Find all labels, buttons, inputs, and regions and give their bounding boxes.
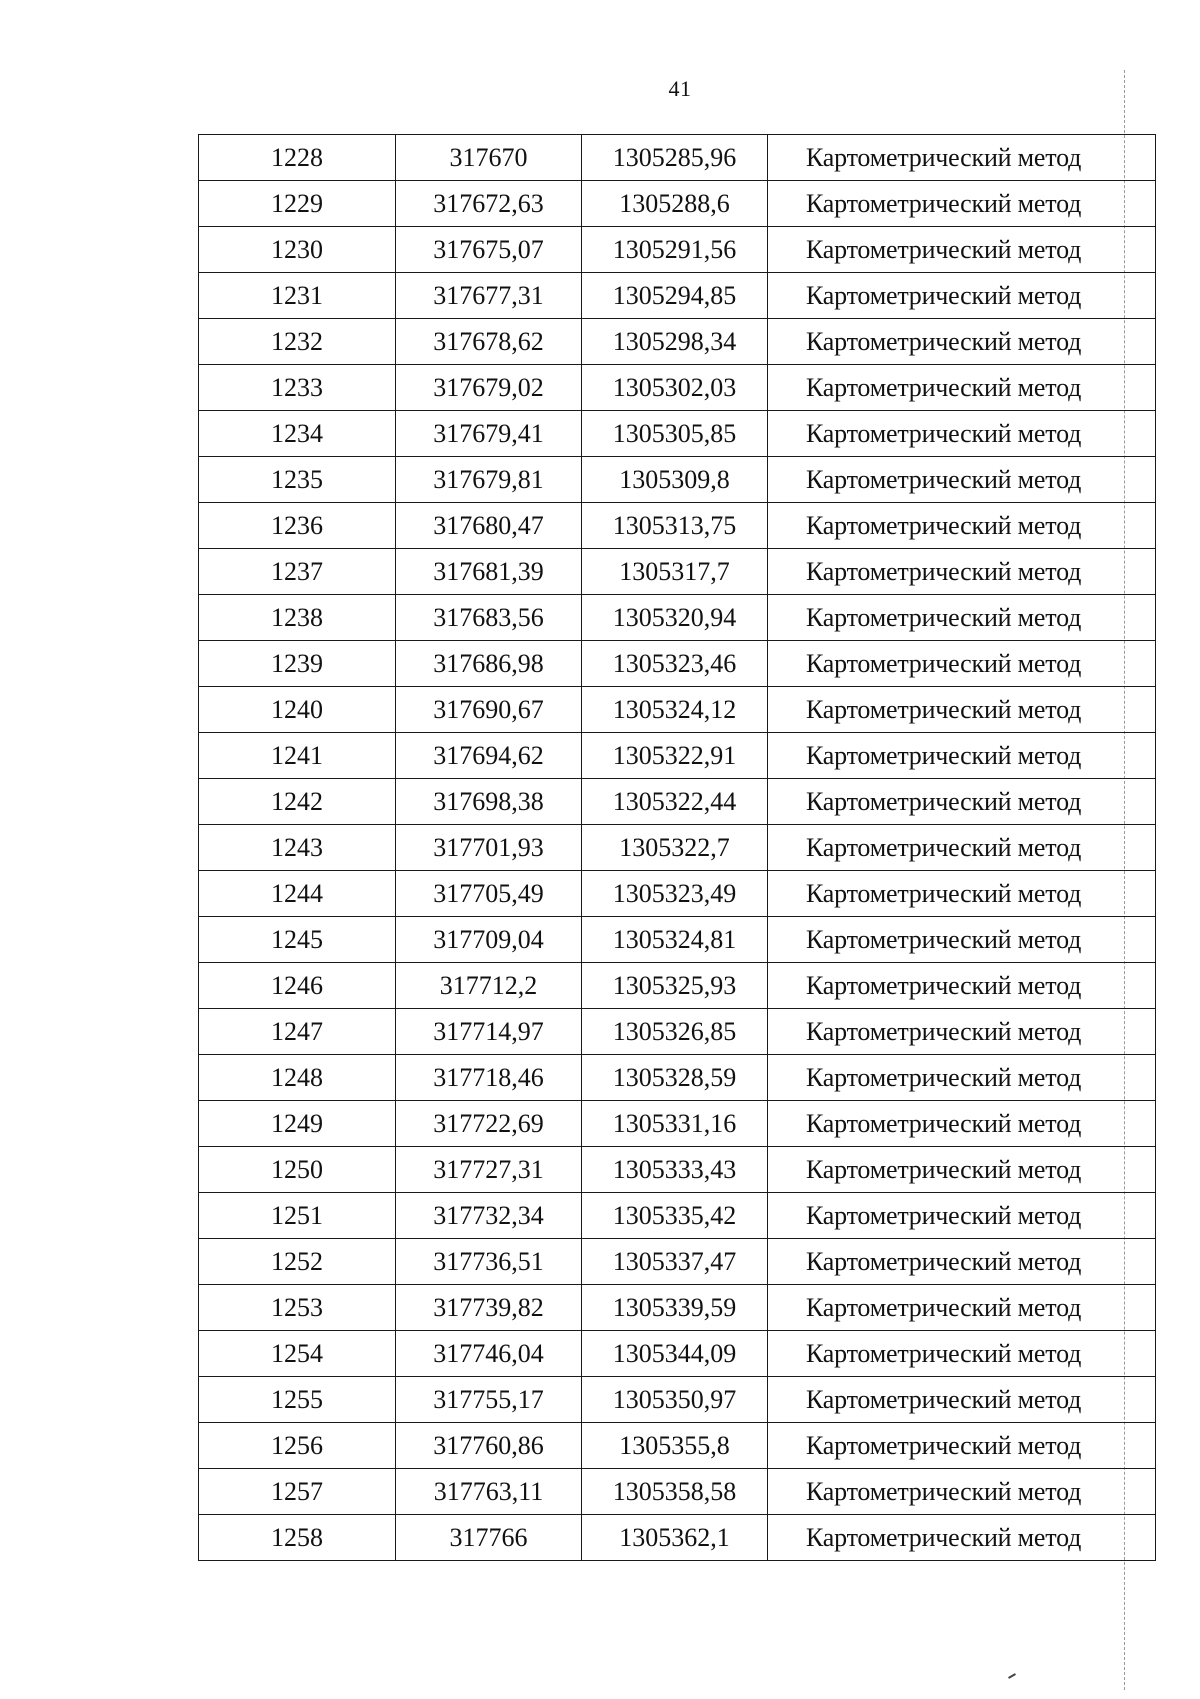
x-coordinate-cell: 317681,39: [396, 549, 582, 595]
table-row: [199, 871, 1156, 917]
method-cell: Картометрический метод: [768, 917, 1156, 963]
method-cell: Картометрический метод: [768, 825, 1156, 871]
x-coordinate-cell: 317679,41: [396, 411, 582, 457]
point-number-cell: 1254: [199, 1331, 396, 1377]
method-cell: Картометрический метод: [768, 871, 1156, 917]
y-coordinate-cell: 1305285,96: [582, 135, 768, 181]
y-coordinate-cell: 1305362,1: [582, 1515, 768, 1561]
method-cell: Картометрический метод: [768, 595, 1156, 641]
y-coordinate-cell: 1305305,85: [582, 411, 768, 457]
table-row: [199, 1331, 1156, 1377]
method-cell: Картометрический метод: [768, 963, 1156, 1009]
x-coordinate-cell: 317709,04: [396, 917, 582, 963]
x-coordinate-cell: 317727,31: [396, 1147, 582, 1193]
y-coordinate-cell: 1305333,43: [582, 1147, 768, 1193]
x-coordinate-cell: 317675,07: [396, 227, 582, 273]
x-coordinate-cell: 317677,31: [396, 273, 582, 319]
method-cell: Картометрический метод: [768, 135, 1156, 181]
table-row: [199, 1101, 1156, 1147]
point-number-cell: 1231: [199, 273, 396, 319]
method-cell: Картометрический метод: [768, 549, 1156, 595]
table-row: [199, 1055, 1156, 1101]
x-coordinate-cell: 317680,47: [396, 503, 582, 549]
y-coordinate-cell: 1305324,81: [582, 917, 768, 963]
table-row: [199, 181, 1156, 227]
x-coordinate-cell: 317718,46: [396, 1055, 582, 1101]
y-coordinate-cell: 1305339,59: [582, 1285, 768, 1331]
method-cell: Картометрический метод: [768, 1101, 1156, 1147]
y-coordinate-cell: 1305291,56: [582, 227, 768, 273]
point-number-cell: 1258: [199, 1515, 396, 1561]
method-cell: Картометрический метод: [768, 319, 1156, 365]
table-row: [199, 1285, 1156, 1331]
point-number-cell: 1239: [199, 641, 396, 687]
method-cell: Картометрический метод: [768, 181, 1156, 227]
page-number: 41: [668, 76, 692, 101]
y-coordinate-cell: 1305358,58: [582, 1469, 768, 1515]
method-cell: Картометрический метод: [768, 779, 1156, 825]
x-coordinate-cell: 317670: [396, 135, 582, 181]
y-coordinate-cell: 1305328,59: [582, 1055, 768, 1101]
method-cell: Картометрический метод: [768, 1239, 1156, 1285]
method-cell: Картометрический метод: [768, 641, 1156, 687]
y-coordinate-cell: 1305320,94: [582, 595, 768, 641]
table-row: [199, 825, 1156, 871]
table-row: [199, 411, 1156, 457]
table-row: [199, 733, 1156, 779]
point-number-cell: 1257: [199, 1469, 396, 1515]
method-cell: Картометрический метод: [768, 1423, 1156, 1469]
point-number-cell: 1246: [199, 963, 396, 1009]
method-cell: Картометрический метод: [768, 733, 1156, 779]
coordinates-table: [198, 134, 1156, 1561]
y-coordinate-cell: 1305309,8: [582, 457, 768, 503]
x-coordinate-cell: 317686,98: [396, 641, 582, 687]
x-coordinate-cell: 317732,34: [396, 1193, 582, 1239]
point-number-cell: 1250: [199, 1147, 396, 1193]
method-cell: Картометрический метод: [768, 1515, 1156, 1561]
y-coordinate-cell: 1305344,09: [582, 1331, 768, 1377]
y-coordinate-cell: 1305322,44: [582, 779, 768, 825]
y-coordinate-cell: 1305335,42: [582, 1193, 768, 1239]
x-coordinate-cell: 317714,97: [396, 1009, 582, 1055]
point-number-cell: 1245: [199, 917, 396, 963]
y-coordinate-cell: 1305288,6: [582, 181, 768, 227]
table-row: [199, 135, 1156, 181]
point-number-cell: 1234: [199, 411, 396, 457]
method-cell: Картометрический метод: [768, 457, 1156, 503]
point-number-cell: 1232: [199, 319, 396, 365]
table-row: [199, 1515, 1156, 1561]
x-coordinate-cell: 317672,63: [396, 181, 582, 227]
coordinates-table-body: [199, 135, 1156, 1561]
x-coordinate-cell: 317694,62: [396, 733, 582, 779]
method-cell: Картометрический метод: [768, 365, 1156, 411]
point-number-cell: 1240: [199, 687, 396, 733]
method-cell: Картометрический метод: [768, 687, 1156, 733]
table-row: [199, 365, 1156, 411]
table-row: [199, 1193, 1156, 1239]
point-number-cell: 1233: [199, 365, 396, 411]
method-cell: Картометрический метод: [768, 1331, 1156, 1377]
x-coordinate-cell: 317690,67: [396, 687, 582, 733]
table-row: [199, 457, 1156, 503]
x-coordinate-cell: 317739,82: [396, 1285, 582, 1331]
table-row: [199, 273, 1156, 319]
table-row: [199, 917, 1156, 963]
x-coordinate-cell: 317755,17: [396, 1377, 582, 1423]
table-row: [199, 1009, 1156, 1055]
table-row: [199, 963, 1156, 1009]
point-number-cell: 1256: [199, 1423, 396, 1469]
point-number-cell: 1253: [199, 1285, 396, 1331]
x-coordinate-cell: 317763,11: [396, 1469, 582, 1515]
point-number-cell: 1249: [199, 1101, 396, 1147]
table-row: [199, 1239, 1156, 1285]
x-coordinate-cell: 317736,51: [396, 1239, 582, 1285]
y-coordinate-cell: 1305355,8: [582, 1423, 768, 1469]
method-cell: Картометрический метод: [768, 1377, 1156, 1423]
y-coordinate-cell: 1305324,12: [582, 687, 768, 733]
x-coordinate-cell: 317679,81: [396, 457, 582, 503]
method-cell: Картометрический метод: [768, 1055, 1156, 1101]
x-coordinate-cell: 317679,02: [396, 365, 582, 411]
point-number-cell: 1255: [199, 1377, 396, 1423]
point-number-cell: 1235: [199, 457, 396, 503]
method-cell: Картометрический метод: [768, 411, 1156, 457]
table-row: [199, 687, 1156, 733]
x-coordinate-cell: 317746,04: [396, 1331, 582, 1377]
y-coordinate-cell: 1305322,91: [582, 733, 768, 779]
point-number-cell: 1244: [199, 871, 396, 917]
y-coordinate-cell: 1305322,7: [582, 825, 768, 871]
x-coordinate-cell: 317712,2: [396, 963, 582, 1009]
method-cell: Картометрический метод: [768, 1285, 1156, 1331]
table-row: [199, 1377, 1156, 1423]
x-coordinate-cell: 317760,86: [396, 1423, 582, 1469]
method-cell: Картометрический метод: [768, 1469, 1156, 1515]
point-number-cell: 1252: [199, 1239, 396, 1285]
y-coordinate-cell: 1305313,75: [582, 503, 768, 549]
point-number-cell: 1228: [199, 135, 396, 181]
point-number-cell: 1241: [199, 733, 396, 779]
y-coordinate-cell: 1305331,16: [582, 1101, 768, 1147]
method-cell: Картометрический метод: [768, 1193, 1156, 1239]
y-coordinate-cell: 1305337,47: [582, 1239, 768, 1285]
x-coordinate-cell: 317722,69: [396, 1101, 582, 1147]
table-row: [199, 595, 1156, 641]
x-coordinate-cell: 317766: [396, 1515, 582, 1561]
table-row: [199, 227, 1156, 273]
table-row: [199, 319, 1156, 365]
x-coordinate-cell: 317683,56: [396, 595, 582, 641]
y-coordinate-cell: 1305302,03: [582, 365, 768, 411]
y-coordinate-cell: 1305325,93: [582, 963, 768, 1009]
point-number-cell: 1236: [199, 503, 396, 549]
table-row: [199, 503, 1156, 549]
point-number-cell: 1251: [199, 1193, 396, 1239]
point-number-cell: 1230: [199, 227, 396, 273]
point-number-cell: 1229: [199, 181, 396, 227]
table-row: [199, 549, 1156, 595]
method-cell: Картометрический метод: [768, 503, 1156, 549]
y-coordinate-cell: 1305298,34: [582, 319, 768, 365]
point-number-cell: 1247: [199, 1009, 396, 1055]
y-coordinate-cell: 1305323,49: [582, 871, 768, 917]
y-coordinate-cell: 1305323,46: [582, 641, 768, 687]
point-number-cell: 1238: [199, 595, 396, 641]
scan-mark: [1008, 1673, 1016, 1679]
x-coordinate-cell: 317678,62: [396, 319, 582, 365]
point-number-cell: 1248: [199, 1055, 396, 1101]
x-coordinate-cell: 317698,38: [396, 779, 582, 825]
y-coordinate-cell: 1305317,7: [582, 549, 768, 595]
point-number-cell: 1243: [199, 825, 396, 871]
point-number-cell: 1242: [199, 779, 396, 825]
table-row: [199, 1469, 1156, 1515]
table-row: [199, 779, 1156, 825]
y-coordinate-cell: 1305326,85: [582, 1009, 768, 1055]
point-number-cell: 1237: [199, 549, 396, 595]
table-row: [199, 641, 1156, 687]
x-coordinate-cell: 317701,93: [396, 825, 582, 871]
table-row: [199, 1147, 1156, 1193]
method-cell: Картометрический метод: [768, 273, 1156, 319]
y-coordinate-cell: 1305294,85: [582, 273, 768, 319]
method-cell: Картометрический метод: [768, 227, 1156, 273]
method-cell: Картометрический метод: [768, 1147, 1156, 1193]
method-cell: Картометрический метод: [768, 1009, 1156, 1055]
y-coordinate-cell: 1305350,97: [582, 1377, 768, 1423]
table-row: [199, 1423, 1156, 1469]
x-coordinate-cell: 317705,49: [396, 871, 582, 917]
